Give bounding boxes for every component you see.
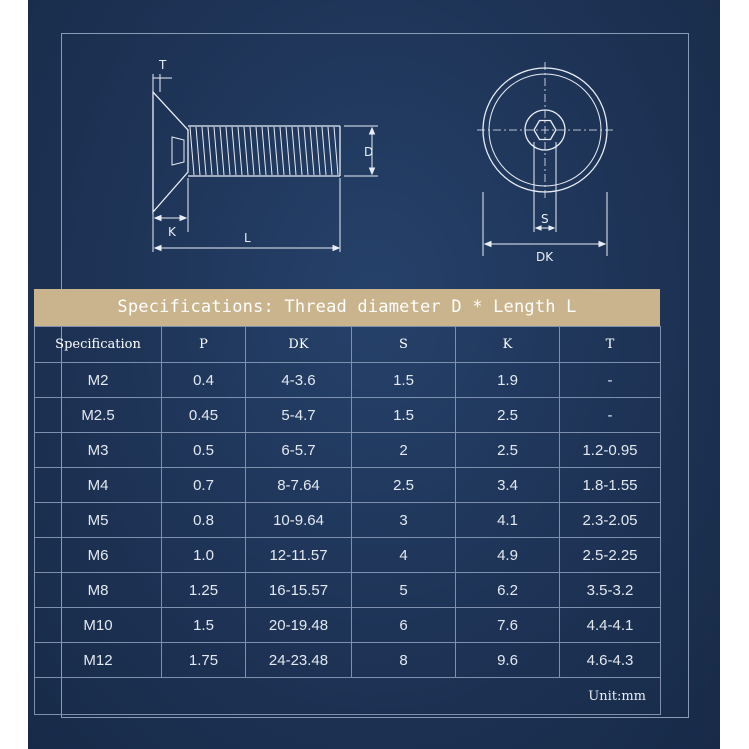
table-cell: 2.5 — [352, 468, 456, 503]
hex-socket-profile — [172, 137, 184, 165]
thread-line — [190, 127, 194, 175]
table-cell: 4 — [352, 538, 456, 573]
table-cell: M4 — [35, 468, 162, 503]
unit-row — [35, 678, 661, 715]
table-body — [35, 363, 661, 715]
table-row — [35, 433, 661, 468]
table-cell: 6 — [352, 608, 456, 643]
table-cell: 1.2-0.95 — [560, 433, 661, 468]
table-cell: 1.8-1.55 — [560, 468, 661, 503]
table-cell: 5-4.7 — [246, 398, 352, 433]
table-cell: 24-23.48 — [246, 643, 352, 678]
thread-line — [214, 127, 218, 175]
table-row — [35, 398, 661, 433]
thread-line — [208, 127, 212, 175]
column-header: T — [560, 327, 661, 363]
screw-head — [153, 92, 188, 212]
column-header: S — [352, 327, 456, 363]
thread-line — [244, 127, 248, 175]
table-cell: M8 — [35, 573, 162, 608]
table-cell: 0.45 — [162, 398, 246, 433]
table-cell: M2 — [35, 363, 162, 398]
table-cell: 3.5-3.2 — [560, 573, 661, 608]
table-row — [35, 643, 661, 678]
thread-line — [220, 127, 224, 175]
screw-threads — [190, 127, 338, 175]
spec-table — [34, 326, 661, 715]
label-s: S — [541, 212, 549, 226]
thread-line — [304, 127, 308, 175]
table-cell: 4.1 — [456, 503, 560, 538]
table-cell: 0.8 — [162, 503, 246, 538]
table-cell: 1.25 — [162, 573, 246, 608]
table-row — [35, 468, 661, 503]
table-cell: 10-9.64 — [246, 503, 352, 538]
table-row — [35, 538, 661, 573]
thread-line — [256, 127, 260, 175]
table-cell: M6 — [35, 538, 162, 573]
column-header: Specification — [35, 327, 162, 363]
thread-line — [322, 127, 326, 175]
table-cell: 4.6-4.3 — [560, 643, 661, 678]
thread-line — [226, 127, 230, 175]
table-cell: - — [560, 398, 661, 433]
thread-line — [232, 127, 236, 175]
screw-side-view — [153, 92, 340, 212]
table-row — [35, 503, 661, 538]
thread-line — [274, 127, 278, 175]
table-header-row — [35, 327, 661, 363]
thread-line — [268, 127, 272, 175]
table-row — [35, 573, 661, 608]
table-cell: M10 — [35, 608, 162, 643]
thread-line — [250, 127, 254, 175]
label-k: K — [168, 225, 176, 239]
table-cell: 4.9 — [456, 538, 560, 573]
column-header: DK — [246, 327, 352, 363]
table-cell: 0.7 — [162, 468, 246, 503]
spec-banner: Specifications: Thread diameter D * Length L — [34, 289, 660, 326]
table-cell: 1.5 — [352, 398, 456, 433]
table-cell: 5 — [352, 573, 456, 608]
thread-line — [262, 127, 266, 175]
table-cell: 8-7.64 — [246, 468, 352, 503]
table-cell: 1.9 — [456, 363, 560, 398]
table-cell: 20-19.48 — [246, 608, 352, 643]
table-row — [35, 363, 661, 398]
thread-line — [196, 127, 200, 175]
table-cell: 3.4 — [456, 468, 560, 503]
table-cell: M2.5 — [35, 398, 162, 433]
thread-line — [316, 127, 320, 175]
table-cell: 0.5 — [162, 433, 246, 468]
table-cell: 6-5.7 — [246, 433, 352, 468]
table-cell: M12 — [35, 643, 162, 678]
screw-diagram — [0, 0, 749, 290]
table-cell: 2.5-2.25 — [560, 538, 661, 573]
unit-note: Unit:mm — [35, 678, 661, 715]
table-cell: 1.75 — [162, 643, 246, 678]
thread-line — [310, 127, 314, 175]
table-cell: 2.5 — [456, 433, 560, 468]
table-cell: 4-3.6 — [246, 363, 352, 398]
label-d: D — [364, 145, 374, 159]
table-cell: 2.3-2.05 — [560, 503, 661, 538]
table-cell: 2 — [352, 433, 456, 468]
thread-line — [280, 127, 284, 175]
table-row — [35, 608, 661, 643]
table-cell: - — [560, 363, 661, 398]
table-cell: 1.5 — [352, 363, 456, 398]
table-cell: 3 — [352, 503, 456, 538]
thread-line — [238, 127, 242, 175]
table-cell: 6.2 — [456, 573, 560, 608]
table-cell: 1.0 — [162, 538, 246, 573]
table-cell: M3 — [35, 433, 162, 468]
column-header: P — [162, 327, 246, 363]
table-cell: M5 — [35, 503, 162, 538]
table-cell: 4.4-4.1 — [560, 608, 661, 643]
thread-line — [286, 127, 290, 175]
table-cell: 9.6 — [456, 643, 560, 678]
thread-line — [334, 127, 338, 175]
table-cell: 8 — [352, 643, 456, 678]
table-cell: 0.4 — [162, 363, 246, 398]
table-cell: 12-11.57 — [246, 538, 352, 573]
column-header: K — [456, 327, 560, 363]
thread-line — [292, 127, 296, 175]
table-cell: 7.6 — [456, 608, 560, 643]
table-cell: 16-15.57 — [246, 573, 352, 608]
label-dk: DK — [536, 250, 554, 264]
label-l: L — [244, 231, 251, 245]
label-t: T — [159, 58, 167, 72]
thread-line — [202, 127, 206, 175]
thread-line — [328, 127, 332, 175]
screw-end-view — [477, 62, 613, 198]
table-cell: 2.5 — [456, 398, 560, 433]
table-cell: 1.5 — [162, 608, 246, 643]
thread-line — [298, 127, 302, 175]
